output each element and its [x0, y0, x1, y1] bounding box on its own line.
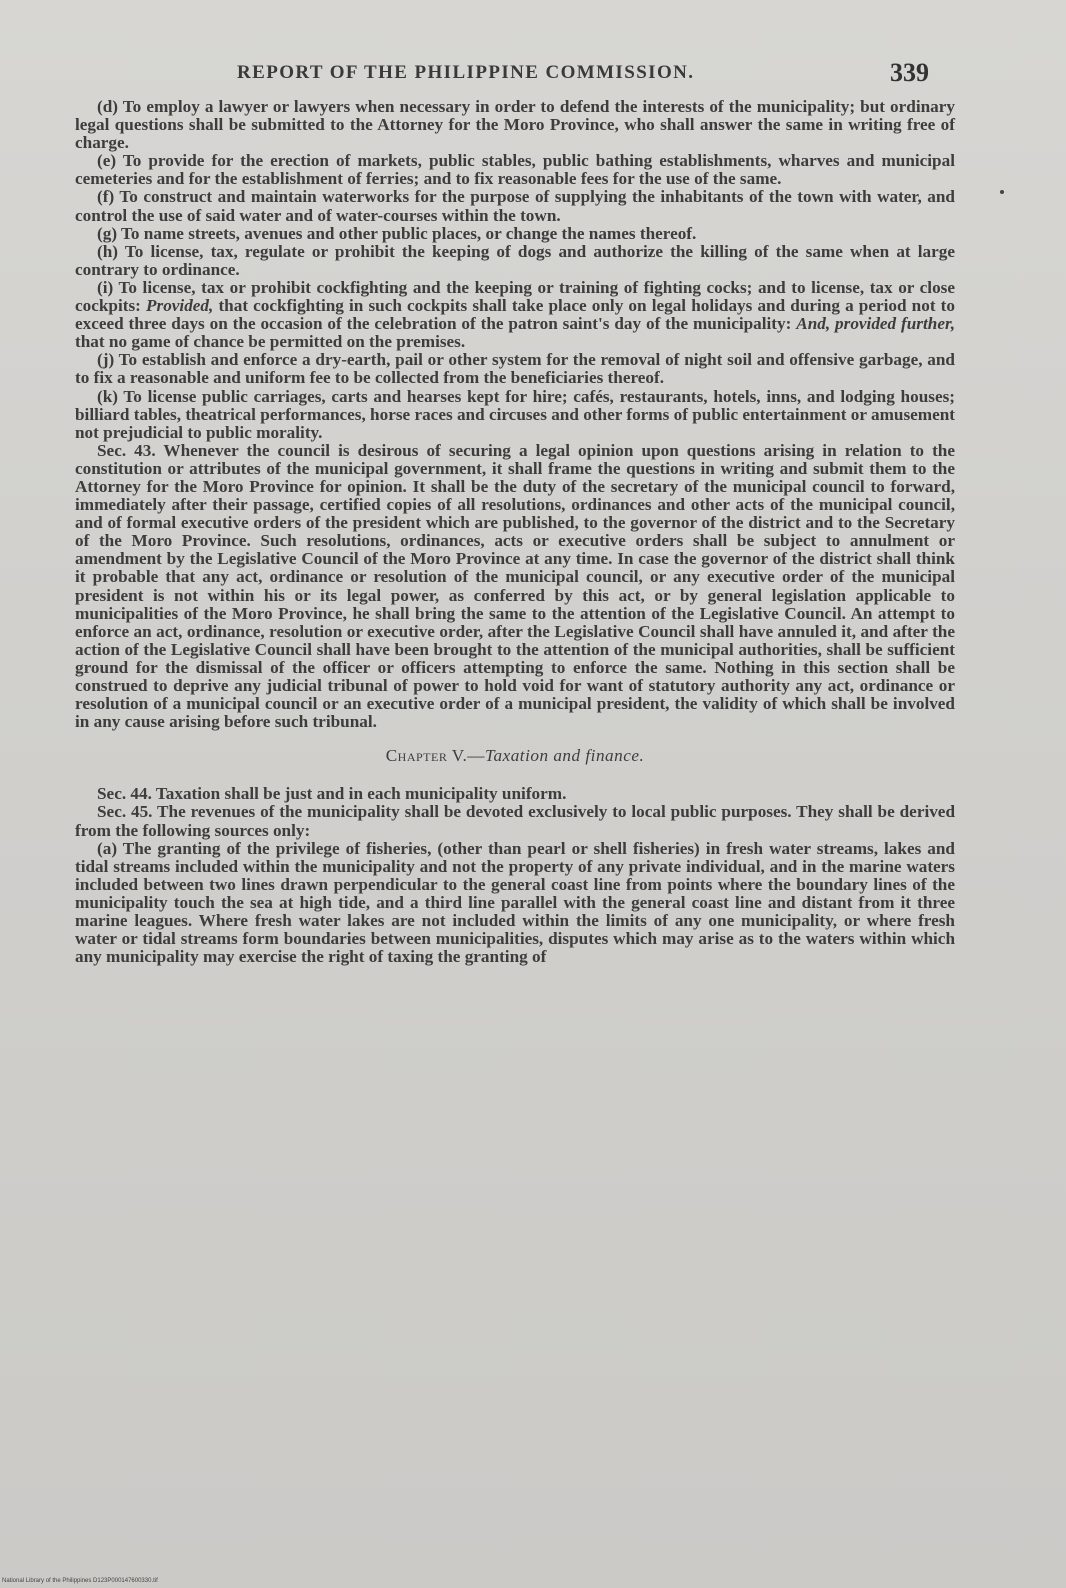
- paragraph-k: (k) To license public carriages, carts and hearses kept for hire; cafés, restaurants, hotels, inns, and lodging houses; billiard tables, theatrical performances, horse races and circuses and other forms of public entertainment or amusement not prejudicial to public morality.: [75, 386, 955, 442]
- chapter-label: Chapter V.—: [385, 746, 485, 766]
- scan-footer-note: National Library of the Philippines D123P000147600330.tif: [2, 1578, 158, 1584]
- paragraph-a: (a) The granting of the privilege of fisheries, (other than pearl or shell fisheries) in fresh water streams, lakes and tidal streams included within the municipality and not the property of any private individual, and in the marine waters included between two lines drawn perpendicular to the general coast line from points where the boundary lines of the municipality touch the sea at high tide, and a third line parallel with the general coast line and distant from it three marine leagues. Where fresh water lakes are not included within the limits of any one municipality, or where fresh water or tidal streams form boundaries between municipalities, disputes which may arise as to the waters within which any municipality may exercise the right of taxing the granting of: [75, 838, 955, 967]
- paragraph-g: (g) To name streets, avenues and other public places, or change the names thereof.: [97, 223, 697, 243]
- section-45: Sec. 45. The revenues of the municipality shall be devoted exclusively to local public purposes. They shall be derived from the following sources only:: [75, 802, 955, 840]
- section-43: Sec. 43. Whenever the council is desirous of securing a legal opinion upon questions arising in relation to the constitution or attributes of the municipal government, it shall frame the questions in writing and submit them to the Attorney for the Moro Province for opinion. It shall be the duty of the secretary of the municipal council to forward, immediately after their passage, certified copies of all resolutions, ordinances and other acts of the municipal council, and of formal executive orders of the president which are published, to the governor of the district and to the Secretary of the Moro Province. Such resolutions, ordinances, acts or executive orders shall be subject to annulment or amendment by the Legislative Council of the Moro Province at any time. In case the governor of the district shall think it probable that any act, ordinance or resolution of the municipal council, or any executive order of the municipal president is not within his or its legal power, as conferred by this act, or by general legislation applicable to municipalities of the Moro Province, he shall bring the same to the attention of the Legislative Council. An attempt to enforce an act, ordinance, resolution or executive order, after the Legislative Council shall have annuled it, and after the action of the Legislative Council shall have been brought to the attention of the municipal authorities, shall be sufficient ground for the dismissal of the officer or officers attempting to enforce the same. Nothing in this section shall be construed to deprive any judicial tribunal of power to hold void for want of statutory authority any act, ordinance or resolution of a municipal council or an executive order of a municipal president, the validity of which shall be involved in any cause arising before such tribunal.: [75, 440, 955, 732]
- paragraph-i: [75, 279, 955, 351]
- paragraph-e: (e) To provide for the erection of markets, public stables, public bathing establishments, wharves and municipal cemeteries and for the establishment of ferries; and to fix reasonable fees for the use of the same.: [75, 151, 955, 189]
- paragraph-j: (j) To establish and enforce a dry-earth, pail or other system for the removal of night soil and offensive garbage, and to fix a reasonable and uniform fee to be collected from the beneficiaries thereof.: [75, 350, 955, 388]
- paragraph-h: (h) To license, tax, regulate or prohibit the keeping of dogs and authorize the killing of the same when at large contrary to ordinance.: [75, 241, 955, 279]
- ink-speck: [1000, 190, 1004, 194]
- section-44: Sec. 44. Taxation shall be just and in each municipality uniform.: [97, 784, 567, 804]
- chapter-heading: [75, 747, 955, 765]
- paragraph-i-text-2: that cockfighting in such cockpits shall take place only on legal holidays and during a period not to exceed three days on the occasion of the celebration of the patron saint's day of the municipality:: [75, 296, 955, 334]
- proviso-provided-further: And, provided further,: [796, 314, 955, 334]
- proviso-provided: Provided,: [146, 296, 214, 316]
- paragraph-f: (f) To construct and maintain waterworks for the purpose of supplying the inhabitants of the town with water, and control the use of said water and of water-courses within the town.: [75, 187, 955, 225]
- paragraph-d: (d) To employ a lawyer or lawyers when necessary in order to defend the interests of the municipality; but ordinary legal questions shall be submitted to the Attorney for the Moro Province, who shall answer the same in writing free of charge.: [75, 97, 955, 153]
- chapter-title: Taxation and finance.: [485, 746, 645, 766]
- page-header: [0, 58, 1066, 98]
- paragraph-i-text-3: that no game of chance be permitted on the premises.: [75, 332, 466, 352]
- document-body: [75, 98, 955, 966]
- running-title: REPORT OF THE PHILIPPINE COMMISSION.: [237, 62, 695, 83]
- paragraph-i-text-1: (i) To license, tax or prohibit cockfighting and the keeping or training of fighting cocks; and to license, tax or close cockpits:: [75, 277, 955, 316]
- page-number: 339: [890, 58, 929, 87]
